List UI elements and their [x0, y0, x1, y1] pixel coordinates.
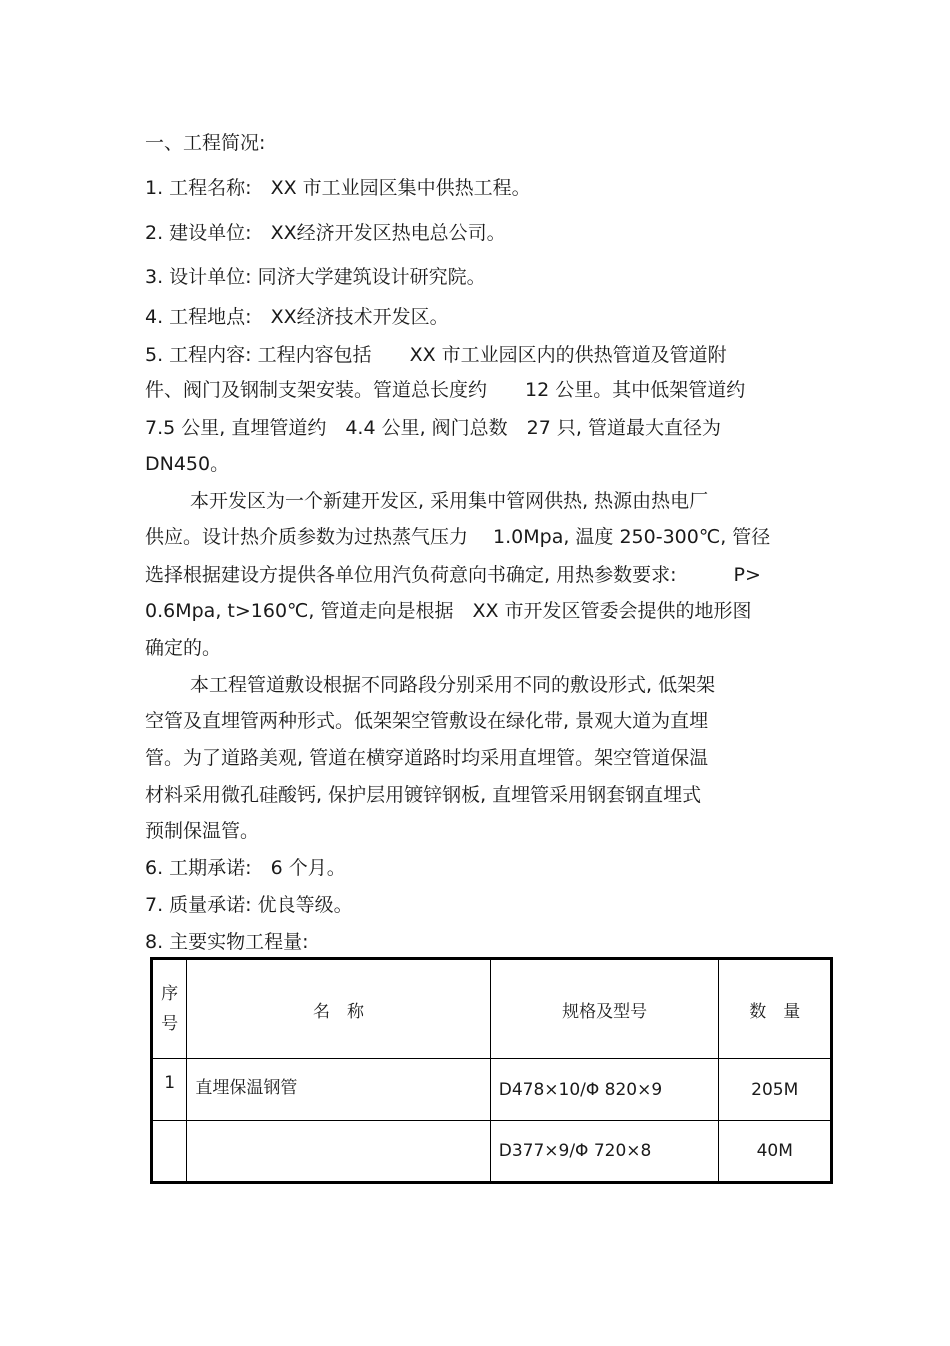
paragraph1-line3: 选择根据建设方提供各单位用汽负荷意向书确定, 用热参数要求: P> — [145, 564, 761, 586]
header-seq — [152, 959, 187, 1059]
paragraph1-line1: 本开发区为一个新建开发区, 采用集中管网供热, 热源由热电厂 — [190, 490, 709, 512]
row-spec: D478×10/Φ 820×9 — [490, 1059, 719, 1121]
row-seq — [152, 1121, 187, 1183]
item-quality: 7. 质量承诺: 优良等级。 — [145, 894, 353, 916]
row-qty: 205M — [719, 1059, 832, 1121]
row-seq: 1 — [152, 1059, 187, 1121]
table-row — [152, 1121, 832, 1183]
item-content-line1: 5. 工程内容: 工程内容包括 XX 市工业园区内的供热管道及管道附 — [145, 344, 727, 366]
row-qty: 40M — [719, 1121, 832, 1183]
header-seq-top: 序 — [161, 984, 179, 1004]
item-construction-unit: 2. 建设单位: XX经济开发区热电总公司。 — [145, 222, 506, 244]
table-header-row — [152, 959, 832, 1059]
paragraph1-line5: 确定的。 — [145, 637, 222, 659]
row-name — [187, 1121, 490, 1183]
table-row — [152, 1059, 832, 1121]
quantities-table — [150, 957, 833, 1184]
paragraph1-line2: 供应。设计热介质参数为过热蒸气压力 1.0Mpa, 温度 250-300℃, 管径 — [145, 526, 771, 548]
paragraph2-line2: 空管及直埋管两种形式。低架架空管敷设在绿化带, 景观大道为直埋 — [145, 710, 709, 732]
item-content-line3: 7.5 公里, 直埋管道约 4.4 公里, 阀门总数 27 只, 管道最大直径为 — [145, 417, 721, 439]
paragraph2-line1: 本工程管道敷设根据不同路段分别采用不同的敷设形式, 低架架 — [190, 674, 716, 696]
item-design-unit: 3. 设计单位: 同济大学建筑设计研究院。 — [145, 266, 486, 288]
item-quantities: 8. 主要实物工程量: — [145, 931, 309, 953]
item-content-line4: DN450。 — [145, 453, 230, 475]
row-spec: D377×9/Φ 720×8 — [490, 1121, 719, 1183]
paragraph2-line4: 材料采用微孔硅酸钙, 保护层用镀锌钢板, 直埋管采用钢套钢直埋式 — [145, 784, 702, 806]
paragraph1-line4: 0.6Mpa, t>160℃, 管道走向是根据 XX 市开发区管委会提供的地形图 — [145, 600, 752, 622]
section-heading: 一、工程简况: — [145, 132, 266, 154]
header-seq-bottom: 号 — [161, 1014, 179, 1034]
item-location: 4. 工程地点: XX经济技术开发区。 — [145, 306, 449, 328]
paragraph2-line5: 预制保温管。 — [145, 820, 260, 842]
header-spec: 规格及型号 — [490, 959, 719, 1059]
item-content-line2: 件、阀门及钢制支架安装。管道总长度约 12 公里。其中低架管道约 — [145, 379, 746, 401]
item-project-name: 1. 工程名称: XX 市工业园区集中供热工程。 — [145, 177, 531, 199]
row-name: 直埋保温钢管 — [187, 1059, 490, 1121]
header-name: 名 称 — [187, 959, 490, 1059]
paragraph2-line3: 管。为了道路美观, 管道在横穿道路时均采用直埋管。架空管道保温 — [145, 747, 709, 769]
header-qty: 数 量 — [719, 959, 832, 1059]
item-schedule: 6. 工期承诺: 6 个月。 — [145, 857, 346, 879]
